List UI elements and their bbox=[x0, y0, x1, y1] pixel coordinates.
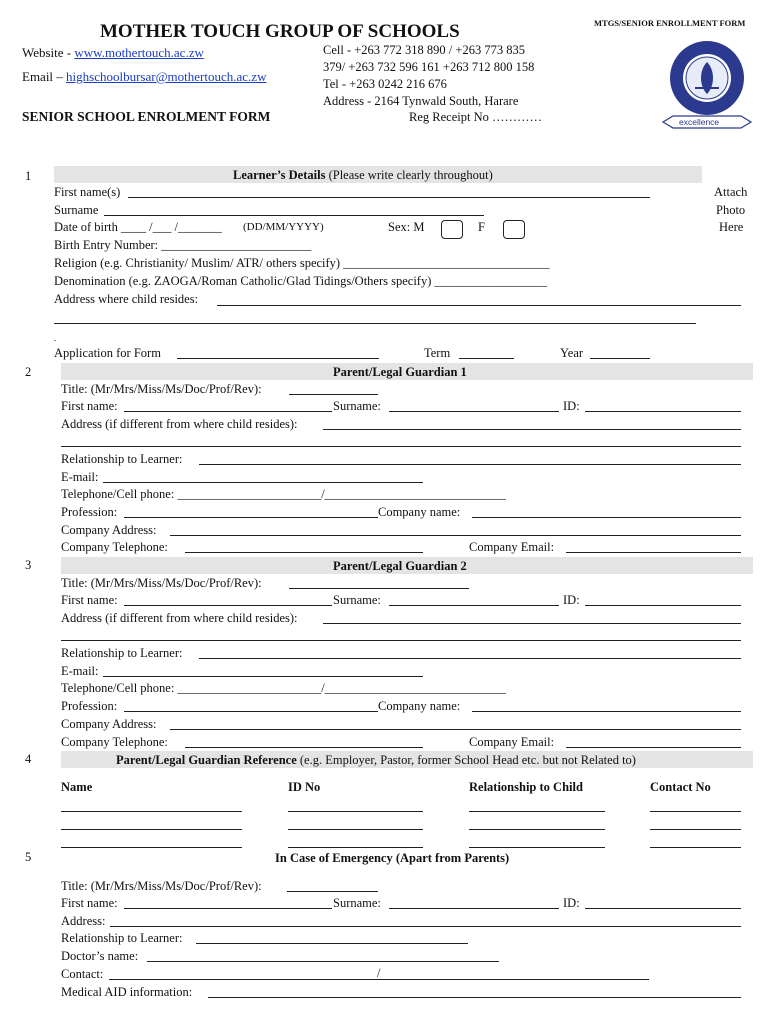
g1-profession-field[interactable] bbox=[124, 517, 378, 518]
ref-row2-relationship[interactable] bbox=[469, 829, 605, 830]
em-id-label: ID: bbox=[563, 896, 580, 910]
g2-email-label: E-mail: bbox=[61, 664, 99, 678]
surname-label: Surname bbox=[54, 203, 99, 217]
child-address-field[interactable] bbox=[217, 305, 741, 306]
form-code: MTGS/SENIOR ENROLLMENT FORM bbox=[594, 18, 746, 28]
g1-title-label: Title: (Mr/Mrs/Miss/Ms/Doc/Prof/Rev): bbox=[61, 382, 262, 396]
section-5-title: In Case of Emergency (Apart from Parents) bbox=[275, 851, 510, 865]
g1-company-name-label: Company name: bbox=[378, 505, 461, 519]
application-form-field[interactable] bbox=[177, 358, 379, 359]
g2-company-telephone-label: Company Telephone: bbox=[61, 735, 168, 749]
logo-motto: excellence bbox=[679, 117, 720, 127]
ref-row1-relationship[interactable] bbox=[469, 811, 605, 812]
g2-surname-label: Surname: bbox=[333, 593, 381, 607]
section-3-band bbox=[61, 557, 753, 574]
section-4-title bbox=[116, 753, 636, 768]
sex-f-label: F bbox=[478, 220, 485, 234]
stray-dot: . bbox=[54, 333, 57, 343]
g2-id-field[interactable] bbox=[585, 605, 741, 606]
ref-row3-relationship[interactable] bbox=[469, 847, 605, 848]
website-link[interactable]: www.mothertouch.ac.zw bbox=[74, 45, 204, 60]
section-5-number: 5 bbox=[25, 850, 32, 864]
g1-address-field[interactable] bbox=[323, 429, 741, 430]
g2-address-field[interactable] bbox=[323, 623, 741, 624]
ref-row3-contact[interactable] bbox=[650, 847, 741, 848]
form-title: SENIOR SCHOOL ENROLMENT FORM bbox=[22, 109, 271, 124]
child-address-field-2[interactable] bbox=[54, 323, 696, 324]
em-medical-field[interactable] bbox=[208, 997, 741, 998]
ref-row1-name[interactable] bbox=[61, 811, 242, 812]
email-row bbox=[22, 70, 266, 83]
ref-row2-contact[interactable] bbox=[650, 829, 741, 830]
g1-company-telephone-field[interactable] bbox=[185, 552, 423, 553]
address-line: Address - 2164 Tynwald South, Harare bbox=[323, 94, 519, 108]
g1-title-field[interactable] bbox=[289, 394, 378, 395]
section-4-title-bold: Parent/Legal Guardian Reference bbox=[116, 753, 297, 767]
first-names-label: First name(s) bbox=[54, 185, 121, 199]
sex-label: Sex: M bbox=[388, 220, 425, 234]
g1-company-telephone-label: Company Telephone: bbox=[61, 540, 168, 554]
em-relationship-field[interactable] bbox=[196, 943, 468, 944]
year-field[interactable] bbox=[590, 358, 650, 359]
g2-company-name-label: Company name: bbox=[378, 699, 461, 713]
g1-relationship-field[interactable] bbox=[199, 464, 741, 465]
g2-relationship-label: Relationship to Learner: bbox=[61, 646, 183, 660]
ref-col-id: ID No bbox=[288, 780, 321, 794]
g2-title-field[interactable] bbox=[289, 588, 469, 589]
reg-receipt: Reg Receipt No ………… bbox=[409, 110, 542, 124]
school-logo bbox=[655, 36, 755, 136]
em-surname-label: Surname: bbox=[333, 896, 381, 910]
term-label: Term bbox=[424, 346, 451, 360]
em-surname-field[interactable] bbox=[389, 908, 559, 909]
g1-id-field[interactable] bbox=[585, 411, 741, 412]
section-2-band bbox=[61, 363, 753, 380]
section-4-title-rest: (e.g. Employer, Pastor, former School Head etc. but not Related to) bbox=[296, 753, 636, 767]
g1-surname-field[interactable] bbox=[389, 411, 559, 412]
g1-email-field[interactable] bbox=[103, 482, 423, 483]
g2-surname-field[interactable] bbox=[389, 605, 559, 606]
em-title-field[interactable] bbox=[287, 891, 378, 892]
first-names-field[interactable] bbox=[128, 197, 650, 198]
g2-company-email-field[interactable] bbox=[566, 747, 741, 748]
website-label: Website - bbox=[22, 45, 75, 60]
g2-company-name-field[interactable] bbox=[472, 711, 741, 712]
tel-line: Tel - +263 0242 216 676 bbox=[323, 77, 447, 91]
section-1-title bbox=[233, 168, 493, 183]
em-first-name-field[interactable] bbox=[124, 908, 332, 909]
religion-field[interactable]: Religion (e.g. Christianity/ Muslim/ ATR/ others specify) _________________________________ bbox=[54, 256, 550, 270]
g1-address-field-2[interactable] bbox=[61, 446, 741, 447]
g1-telephone-field[interactable]: Telephone/Cell phone: _______________________/_____________________________ bbox=[61, 487, 506, 501]
em-contact-label: Contact: bbox=[61, 967, 104, 981]
em-medical-label: Medical AID information: bbox=[61, 985, 193, 999]
section-4-band bbox=[61, 751, 753, 768]
ref-col-contact: Contact No bbox=[650, 780, 711, 794]
g1-first-name-label: First name: bbox=[61, 399, 118, 413]
em-doctor-label: Doctor’s name: bbox=[61, 949, 139, 963]
em-title-label: Title: (Mr/Mrs/Miss/Ms/Doc/Prof/Rev): bbox=[61, 879, 262, 893]
sex-male-checkbox[interactable] bbox=[441, 220, 463, 239]
photo-label-1: Attach bbox=[714, 185, 748, 199]
g2-company-telephone-field[interactable] bbox=[185, 747, 423, 748]
g2-company-address-label: Company Address: bbox=[61, 717, 157, 731]
g2-first-name-label: First name: bbox=[61, 593, 118, 607]
cell-line-2: 379/ +263 732 596 161 +263 712 800 158 bbox=[323, 60, 535, 74]
term-field[interactable] bbox=[459, 358, 514, 359]
ref-row3-name[interactable] bbox=[61, 847, 242, 848]
section-2-number: 2 bbox=[25, 365, 32, 379]
application-form-label: Application for Form bbox=[54, 346, 161, 360]
g2-company-address-field[interactable] bbox=[170, 729, 741, 730]
em-contact-separator: / bbox=[377, 966, 381, 980]
denomination-field[interactable]: Denomination (e.g. ZAOGA/Roman Catholic/Glad Tidings/Others specify) __________________ bbox=[54, 274, 548, 288]
g1-company-email-label: Company Email: bbox=[469, 540, 555, 554]
section-1-number: 1 bbox=[25, 169, 32, 183]
website-row bbox=[22, 46, 204, 59]
g2-telephone-field[interactable]: Telephone/Cell phone: _______________________/_____________________________ bbox=[61, 681, 506, 695]
section-3-title: Parent/Legal Guardian 2 bbox=[333, 559, 467, 573]
ref-row1-contact[interactable] bbox=[650, 811, 741, 812]
em-id-field[interactable] bbox=[585, 908, 741, 909]
cell-line-1: Cell - +263 772 318 890 / +263 773 835 bbox=[323, 43, 525, 57]
g2-address-field-2[interactable] bbox=[61, 640, 741, 641]
year-label: Year bbox=[560, 346, 584, 360]
g1-profession-label: Profession: bbox=[61, 505, 118, 519]
school-name: MOTHER TOUCH GROUP OF SCHOOLS bbox=[100, 21, 460, 42]
em-relationship-label: Relationship to Learner: bbox=[61, 931, 183, 945]
ref-row2-name[interactable] bbox=[61, 829, 242, 830]
g2-relationship-field[interactable] bbox=[199, 658, 741, 659]
g2-first-name-field[interactable] bbox=[124, 605, 332, 606]
g2-company-email-label: Company Email: bbox=[469, 735, 555, 749]
section-2-title: Parent/Legal Guardian 1 bbox=[333, 365, 467, 379]
g2-title-label: Title: (Mr/Mrs/Miss/Ms/Doc/Prof/Rev): bbox=[61, 576, 262, 590]
email-label: Email – bbox=[22, 69, 67, 84]
g1-address-label: Address (if different from where child resides): bbox=[61, 417, 298, 431]
g1-surname-label: Surname: bbox=[333, 399, 381, 413]
section-1-title-rest: (Please write clearly throughout) bbox=[325, 168, 493, 182]
g1-relationship-label: Relationship to Learner: bbox=[61, 452, 183, 466]
g2-profession-field[interactable] bbox=[124, 711, 378, 712]
g2-address-label: Address (if different from where child resides): bbox=[61, 611, 298, 625]
section-1-title-bold: Learner’s Details bbox=[233, 168, 326, 182]
dob-label[interactable]: Date of birth ____ /___ /_______ bbox=[54, 220, 222, 234]
em-address-label: Address: bbox=[61, 914, 106, 928]
em-doctor-field[interactable] bbox=[147, 961, 499, 962]
ref-row1-id[interactable] bbox=[288, 811, 423, 812]
em-address-field[interactable] bbox=[110, 926, 741, 927]
surname-field[interactable] bbox=[104, 215, 484, 216]
g1-company-address-field[interactable] bbox=[170, 535, 741, 536]
g2-email-field[interactable] bbox=[103, 676, 423, 677]
g1-company-name-field[interactable] bbox=[472, 517, 741, 518]
photo-label-3: Here bbox=[719, 220, 744, 234]
section-3-number: 3 bbox=[25, 558, 32, 572]
ref-col-name: Name bbox=[61, 780, 93, 794]
g1-first-name-field[interactable] bbox=[124, 411, 332, 412]
g1-id-label: ID: bbox=[563, 399, 580, 413]
email-link[interactable]: highschoolbursar@mothertouch.ac.zw bbox=[66, 69, 267, 84]
photo-label-2: Photo bbox=[716, 203, 746, 217]
ref-row3-id[interactable] bbox=[288, 847, 423, 848]
g1-email-label: E-mail: bbox=[61, 470, 99, 484]
dob-format: (DD/MM/YYYY) bbox=[243, 221, 324, 233]
g2-id-label: ID: bbox=[563, 593, 580, 607]
child-address-label: Address where child resides: bbox=[54, 292, 199, 306]
ref-row2-id[interactable] bbox=[288, 829, 423, 830]
section-1-band bbox=[54, 166, 702, 183]
sex-female-checkbox[interactable] bbox=[503, 220, 525, 239]
section-4-number: 4 bbox=[25, 752, 32, 766]
g1-company-address-label: Company Address: bbox=[61, 523, 157, 537]
g2-profession-label: Profession: bbox=[61, 699, 118, 713]
em-first-name-label: First name: bbox=[61, 896, 118, 910]
birth-entry-field[interactable]: Birth Entry Number: ________________________ bbox=[54, 238, 312, 252]
g1-company-email-field[interactable] bbox=[566, 552, 741, 553]
ref-col-relationship: Relationship to Child bbox=[469, 780, 583, 794]
